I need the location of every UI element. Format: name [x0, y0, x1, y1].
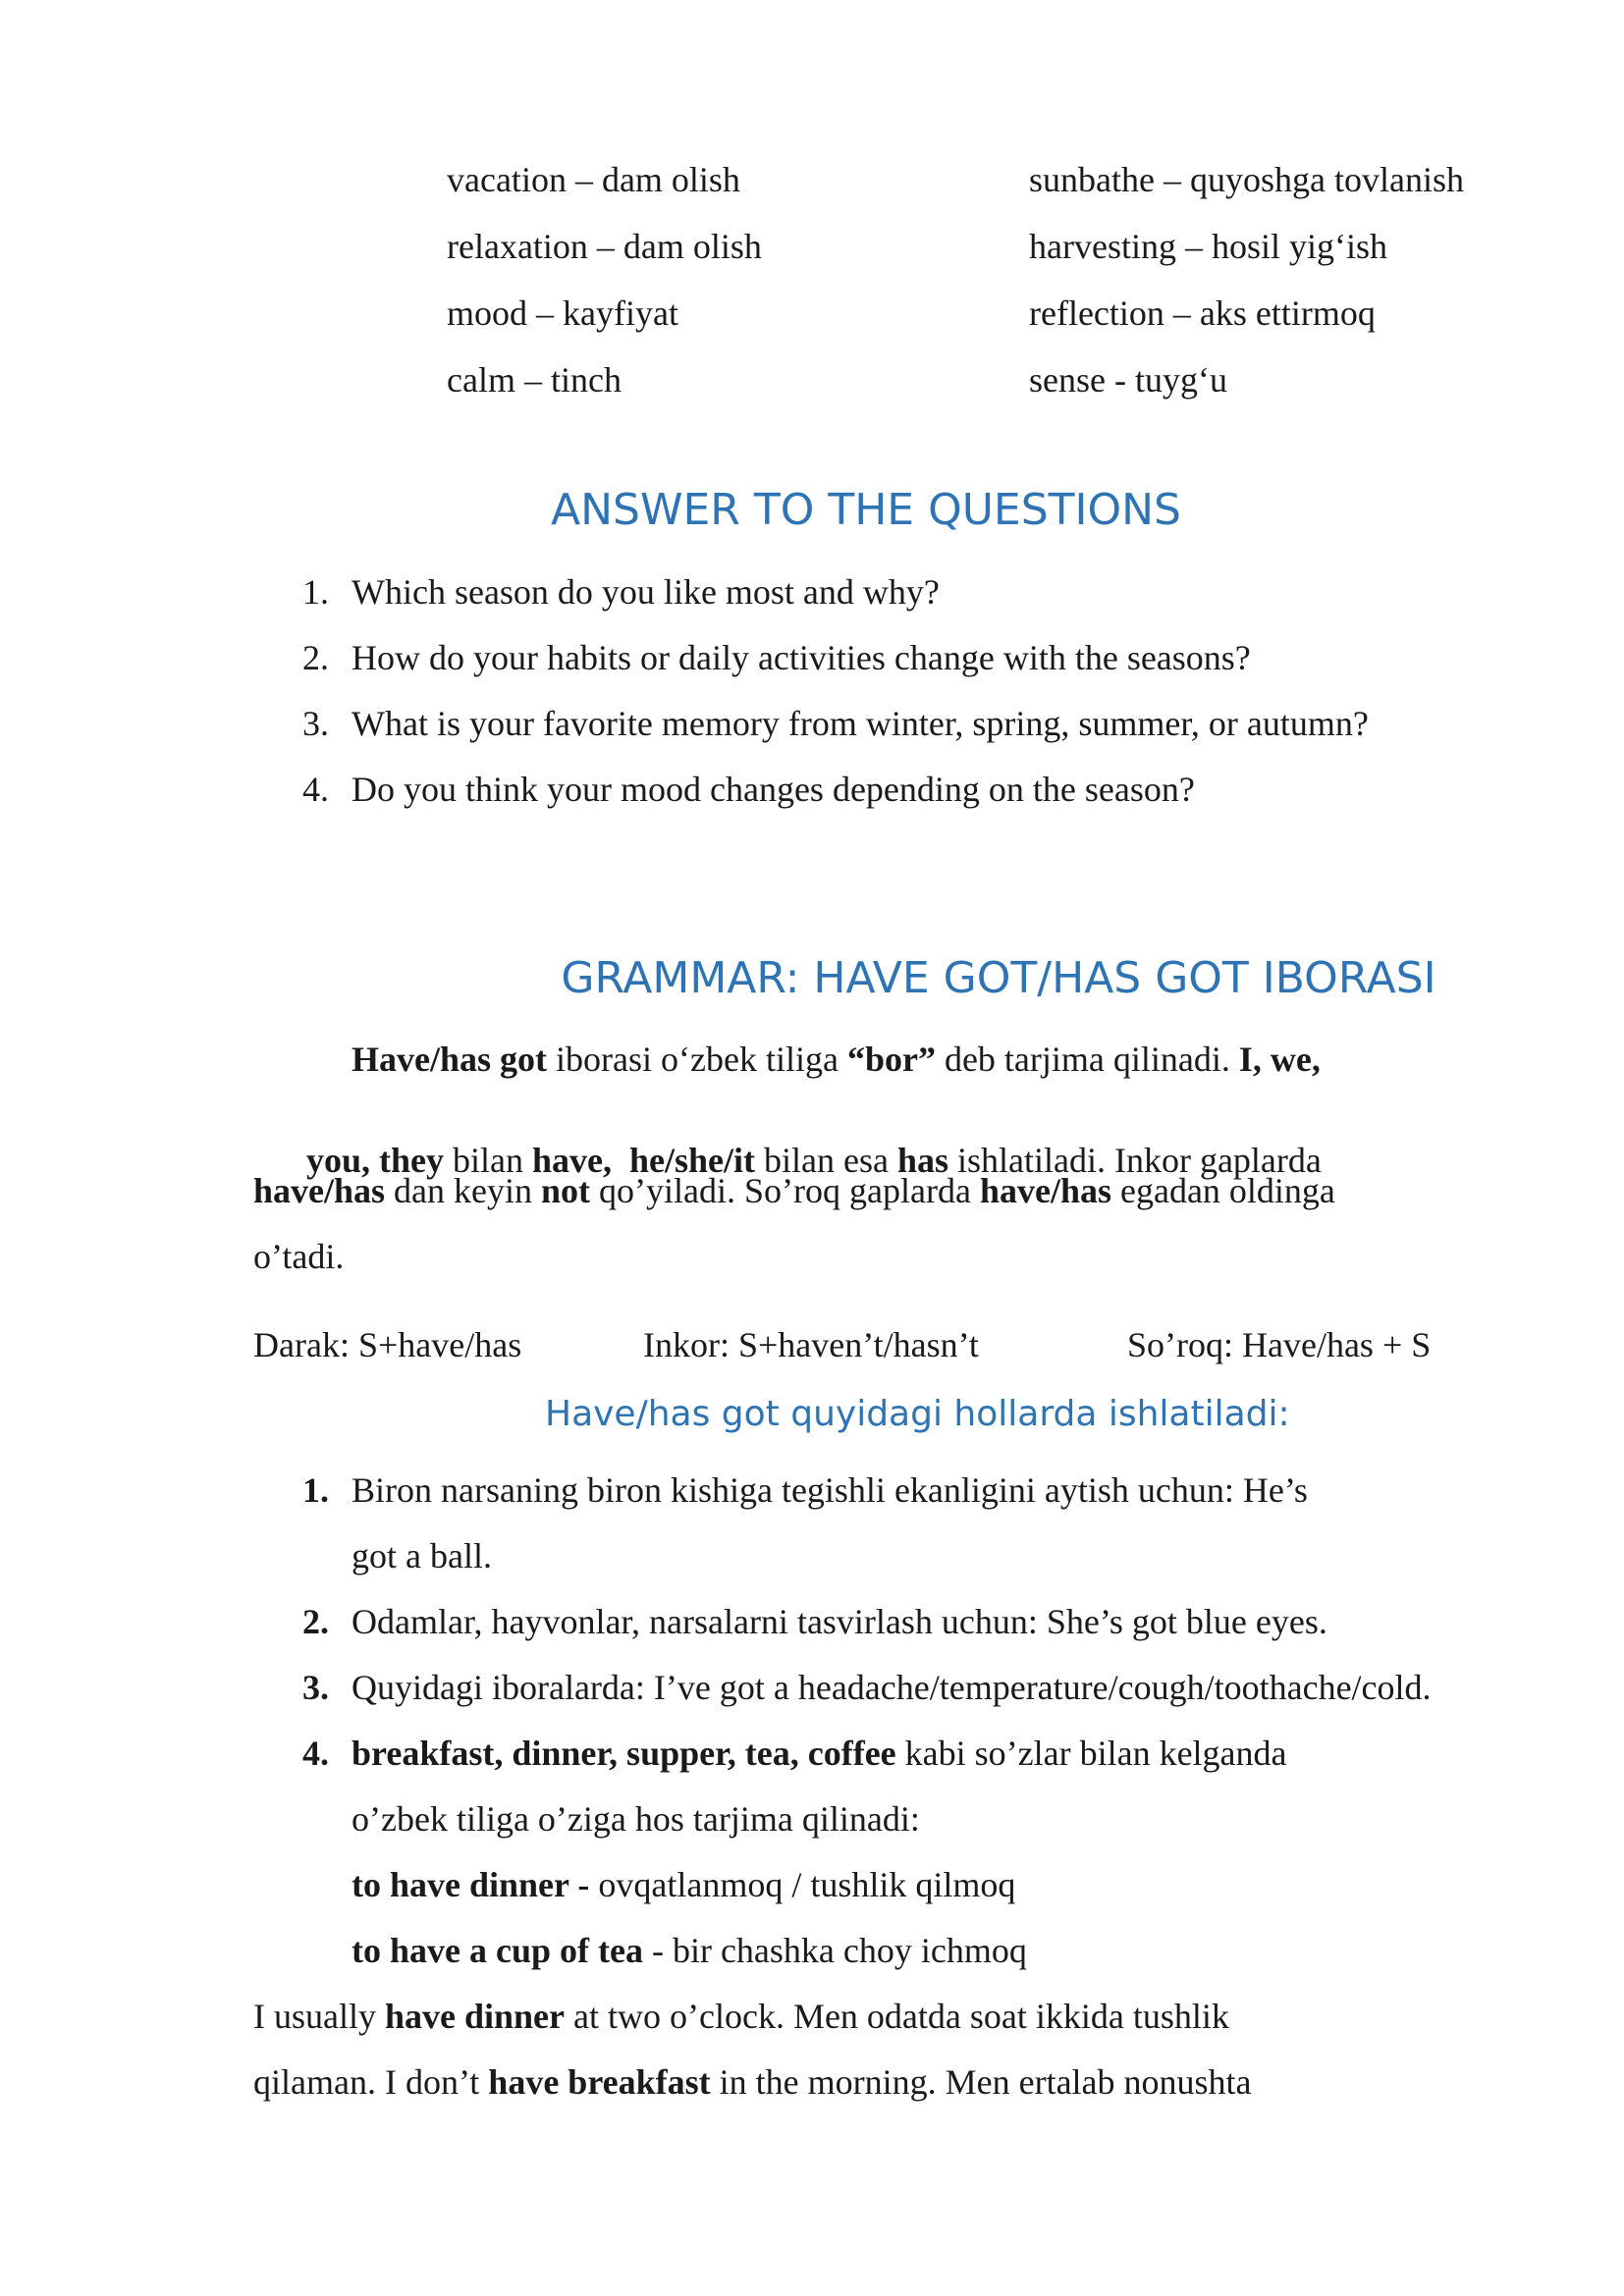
list-number: 2.: [302, 638, 329, 677]
bold-term: have,: [532, 1141, 612, 1180]
text-run: ovqatlanmoq / tushlik qilmoq: [589, 1865, 1016, 1904]
paragraph-line: [352, 1041, 1321, 1077]
bold-term: have/has: [979, 1171, 1111, 1210]
usage-text: [352, 1735, 1287, 1771]
list-number: 3.: [302, 1668, 329, 1707]
vocab-item: reflection – aks ettirmoq: [1029, 294, 1376, 333]
text-run: bilan: [444, 1141, 532, 1180]
example-phrase: [352, 1933, 1027, 1968]
usage-text: got a ball.: [352, 1536, 492, 1575]
usage-text: Quyidagi iboralarda: I’ve got a headache/temperature/cough/toothache/cold.: [352, 1668, 1432, 1707]
bold-term: have dinner: [384, 1997, 566, 2036]
question-form: So’roq: Have/has + S: [1127, 1325, 1432, 1364]
paragraph-line: o’tadi.: [253, 1237, 345, 1276]
text-run: at two o’clock. Men odatda soat ikkida tushlik: [565, 1997, 1229, 2036]
text-run: iborasi o‘zbek tiligа: [547, 1040, 847, 1079]
text-run: deb tarjima qilinadi.: [935, 1040, 1239, 1079]
text-run: dan keyin: [385, 1171, 542, 1210]
bold-term: has: [896, 1141, 948, 1180]
bold-term: to have a cup of tea: [352, 1931, 643, 1970]
bold-term: “bor”: [846, 1040, 936, 1079]
usage-subheading: Have/has got quyidagi hollarda ishlatiladi:: [545, 1394, 1290, 1434]
affirmative-form: Darak: S+have/has: [253, 1325, 522, 1364]
bold-term: breakfast, dinner, supper, tea, coffee: [352, 1734, 896, 1773]
bold-term: I, we,: [1238, 1040, 1321, 1079]
bold-term: not: [541, 1171, 591, 1210]
negative-form: Inkor: S+haven’t/hasn’t: [643, 1325, 979, 1364]
list-number: 4.: [302, 770, 329, 809]
bold-term: have breakfast: [488, 2062, 711, 2102]
list-number: 4.: [302, 1734, 329, 1773]
vocab-item: calm – tinch: [447, 360, 622, 400]
text-run: bilan esa: [755, 1141, 897, 1180]
question-text: Do you think your mood changes depending on the season?: [352, 770, 1195, 809]
vocab-item: harvesting – hosil yig‘ish: [1029, 227, 1387, 266]
paragraph-line: [253, 2064, 1252, 2100]
example-phrase: [352, 1867, 1015, 1902]
paragraph-line: [253, 1173, 1335, 1208]
vocab-item: mood – kayfiyat: [447, 294, 678, 333]
grammar-heading: GRAMMAR: HAVE GOT/HAS GOT IBORASI: [561, 953, 1436, 1003]
questions-heading: ANSWER TO THE QUESTIONS: [551, 485, 1181, 535]
question-text: Which season do you like most and why?: [352, 572, 940, 612]
text-run: qilaman. I don’t: [253, 2062, 489, 2102]
text-run: kabi so’zlar bilan kelganda: [895, 1734, 1287, 1773]
list-number: 2.: [302, 1602, 329, 1641]
paragraph-line: [253, 1999, 1229, 2034]
bold-term: Have/has got: [352, 1040, 548, 1079]
vocab-item: vacation – dam olish: [447, 160, 740, 199]
vocab-item: sunbathe – quyoshga tovlanish: [1029, 160, 1464, 199]
bold-term: he/she/it: [629, 1141, 756, 1180]
text-run: I usually: [253, 1997, 385, 2036]
list-number: 1.: [302, 572, 329, 612]
text-run: - bir chashka choy ichmoq: [642, 1931, 1027, 1970]
question-text: What is your favorite memory from winter, spring, summer, or autumn?: [352, 704, 1369, 743]
text-run: in the morning. Men ertalab nonushta: [710, 2062, 1252, 2102]
usage-text: Odamlar, hayvonlar, narsalarni tasvirlash uchun: She’s got blue eyes.: [352, 1602, 1327, 1641]
vocab-item: relaxation – dam olish: [447, 227, 762, 266]
list-number: 3.: [302, 704, 329, 743]
text-run: qo’yiladi. So’roq gaplarda: [590, 1171, 980, 1210]
bold-term: to have dinner -: [352, 1865, 590, 1904]
list-number: 1.: [302, 1470, 329, 1510]
question-text: How do your habits or daily activities change with the seasons?: [352, 638, 1251, 677]
usage-text: o’zbek tiligа o’ziga hos tarjima qilinadi:: [352, 1799, 920, 1839]
text-run: ishlatiladi. Inkor gaplarda: [948, 1141, 1322, 1180]
bold-term: you, they: [306, 1141, 445, 1180]
vocab-item: sense - tuyg‘u: [1029, 360, 1227, 400]
text-run: egadan oldinga: [1110, 1171, 1335, 1210]
bold-term: have/has: [253, 1171, 386, 1210]
usage-text: Biron narsaning biron kishiga tegishli ekanligini aytish uchun: He’s: [352, 1470, 1308, 1510]
